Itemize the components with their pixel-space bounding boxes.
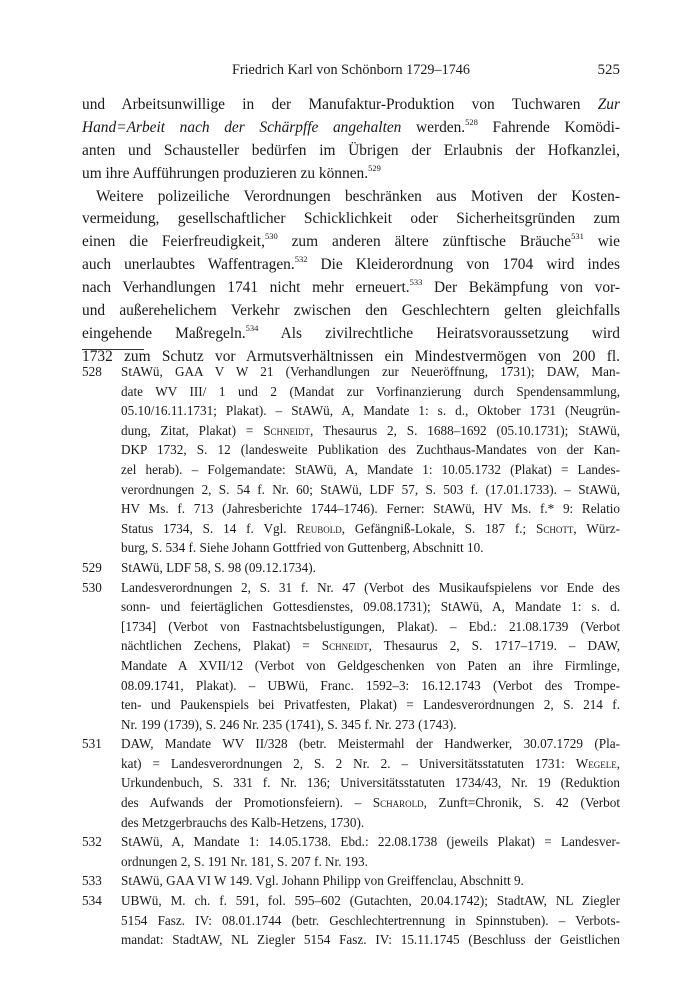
text-line: anten und Schausteller bedürfen im Übrigen der Erlaubnis der Hofkanzlei, (82, 141, 620, 159)
text-line: StAWü, A, Mandate 1: 14.05.1738. Ebd.: 22.08.1738 (jeweils Plakat) = Landesver- (121, 834, 620, 850)
body-text (82, 94, 620, 369)
running-title: Friedrich Karl von Schönborn 1729–1746 (231, 62, 470, 78)
text-line: ten- und Paukenspiels bei Privatfesten, Plakat) = Landesverordnungen 2, S. 214 f. (121, 697, 620, 713)
text-line: sonn- und feiertäglichen Gottesdienstes, 09.08.1731); StAWü, A, Mandate 1: s. d. (121, 599, 620, 615)
text-line: des Aufwands der Promotionsfeiern). – Scharold, Zunft=Chronik, S. 42 (Verbot (121, 795, 620, 811)
text-line: 1732 zum Schutz vor Armutsverhältnissen ein Mindestvermögen von 200 fl. (82, 347, 620, 365)
text-line: verordnungen 2, S. 54 f. Nr. 60; StAWü, LDF 57, S. 503 f. (17.01.1733). – StAWü, (121, 481, 620, 497)
text-line: des Metzgerbrauchs des Kalb-Hetzens, 1730). (121, 814, 365, 830)
text-line: Nr. 199 (1739), S. 246 Nr. 235 (1741), S. 345 f. Nr. 273 (1743). (121, 716, 457, 732)
text-line: und Arbeitsunwillige in der Manufaktur-Produktion von Tuchwaren Zur (82, 96, 620, 113)
text-line: 05.10/16.11.1731; Plakat). – StAWü, A, Mandate 1: s. d., Oktober 1731 (Neugrün- (121, 403, 620, 419)
footnote-ref: 534 (245, 322, 259, 333)
footnote-number: 530 (82, 579, 102, 595)
text-line: zel herab). – Folgemandate: StAWü, A, Mandate 1: 10.05.1732 (Plakat) = Landes- (121, 461, 620, 477)
text-line: StAWü, LDF 58, S. 98 (09.12.1734). (121, 559, 316, 575)
footnote-532 (82, 832, 620, 871)
text-line: StAWü, GAA VI W 149. Vgl. Johann Philipp von Greiffenclau, Abschnitt 9. (121, 873, 524, 889)
text-line: kat) = Landesverordnungen 2, S. 2 Nr. 2. – Universitätsstatuten 1731: Wegele, (121, 755, 620, 771)
footnote-533 (82, 871, 620, 891)
text-line: Urkundenbuch, S. 331 f. Nr. 136; Universitätsstatuten 1734/43, Nr. 19 (Reduktion (121, 775, 620, 791)
text-line: nächtlichen Zechens, Plakat) = Schneidt, Thesaurus 2, S. 1717–1719. – DAW, (121, 638, 620, 654)
footnotes (82, 362, 620, 950)
running-header (82, 62, 620, 82)
text-line: 08.09.1741, Plakat). – UBWü, Franc. 1592–3: 16.12.1743 (Verbot des Trompe- (121, 677, 620, 693)
footnote-528 (82, 362, 620, 558)
footnote-number: 532 (82, 834, 102, 850)
footnote-ref: 531 (571, 231, 584, 242)
text-line: HV Ms. f. 713 (Jahresberichte 1744–1746). Ferner: StAWü, HV Ms. f.* 9: Relatio (121, 501, 620, 517)
footnote-ref: 529 (368, 162, 381, 173)
footnote-ref: 532 (294, 254, 308, 265)
text-line: StAWü, GAA V W 21 (Verhandlungen zur Neueröffnung, 1731); DAW, Man- (121, 364, 620, 379)
footnote-530 (82, 578, 620, 735)
footnote-ref: 530 (264, 231, 278, 242)
text-line: eingehende Maßregeln.$^{534}$ Als zivilrechtliche Heiratsvoraussetzung wird (82, 322, 620, 342)
footnote-number: 528 (82, 364, 102, 379)
footnote-531 (82, 734, 620, 832)
text-line: burg, S. 534 f. Siehe Johann Gottfried von Guttenberg, Abschnitt 10. (121, 540, 484, 556)
footnote-ref: 533 (409, 277, 423, 287)
text-line: Status 1734, S. 14 f. Vgl. Reubold, Gefängniß-Lokale, S. 187 f.; Schott, Würz- (121, 520, 620, 536)
text-line: [1734] (Verbot von Fastnachtsbelustigungen, Plakat). – Ebd.: 21.08.1739 (Verbot (121, 618, 620, 634)
text-line: Hand=Arbeit nach der Schärpffe angehalten werden.$^{528}$ Fahrende Komödi- (82, 116, 621, 136)
footnote-number: 534 (82, 893, 102, 909)
text-line: Mandate A XVII/12 (Verbot von Geldgeschenken von Paten an ihre Firmlinge, (121, 657, 620, 673)
text-line: ordnungen 2, S. 191 Nr. 181, S. 207 f. Nr. 193. (121, 853, 368, 869)
text-line: um ihre Aufführungen produzieren zu können.$^{529}$ (82, 162, 381, 182)
text-line: mandat: StadtAW, NL Ziegler 5154 Fasz. IV: 15.11.1745 (Beschluss der Geistlichen (121, 932, 620, 948)
footnote-number: 529 (82, 559, 102, 575)
text-line: dung, Zitat, Plakat) = Schneidt, Thesaurus 2, S. 1688–1692 (05.10.1731); StAWü, (121, 422, 621, 438)
footnote-534 (82, 891, 620, 950)
footnote-number: 533 (82, 873, 102, 889)
text-line: vermeidung, gesellschaftlicher Schicklichkeit oder Sicherheitsgründen zum (82, 210, 620, 228)
text-line: DKP 1732, S. 12 (landesweite Publikation des Zuchthaus-Mandates von der Kan- (121, 442, 620, 458)
footnote-separator (82, 349, 144, 350)
text-line: date WV III/ 1 und 2 (Mandat zur Vorfinanzierung durch Spendensammlung, (121, 383, 620, 399)
text-line: auch unerlaubtes Waffentragen.$^{532}$ Die Kleiderordnung von 1704 wird indes (82, 254, 620, 274)
footnote-ref: 528 (465, 116, 478, 127)
text-line: Weitere polizeiliche Verordnungen beschränken aus Motiven der Kosten- (96, 187, 620, 205)
text-line: UBWü, M. ch. f. 591, fol. 595–602 (Gutachten, 20.04.1742); StadtAW, NL Ziegler (121, 893, 620, 909)
text-line: und außerehelichem Verkehr zwischen den Geschlechtern gelten gleichfalls (82, 302, 620, 320)
footnote-number: 531 (82, 736, 102, 752)
text-line: Landesverordnungen 2, S. 31 f. Nr. 47 (Verbot des Musikaufspielens vor Ende des (121, 579, 620, 595)
text-line: nach Verhandlungen 1741 nicht mehr erneuert.$^{533}$ Der Bekämpfung von vor- (82, 277, 620, 297)
footnote-529 (82, 558, 620, 578)
text-line: 5154 Fasz. IV: 08.01.1744 (betr. Geschlechtertrennung in Spinnstuben). – Verbots- (121, 912, 620, 928)
page-number: 525 (597, 62, 620, 78)
text-line: DAW, Mandate WV II/328 (betr. Meistermahl der Handwerker, 30.07.1729 (Pla- (121, 736, 620, 752)
text-line: einen die Feierfreudigkeit,$^{530}$ zum anderen ältere zünftische Bräuche$^{531}$ wie (82, 231, 620, 251)
